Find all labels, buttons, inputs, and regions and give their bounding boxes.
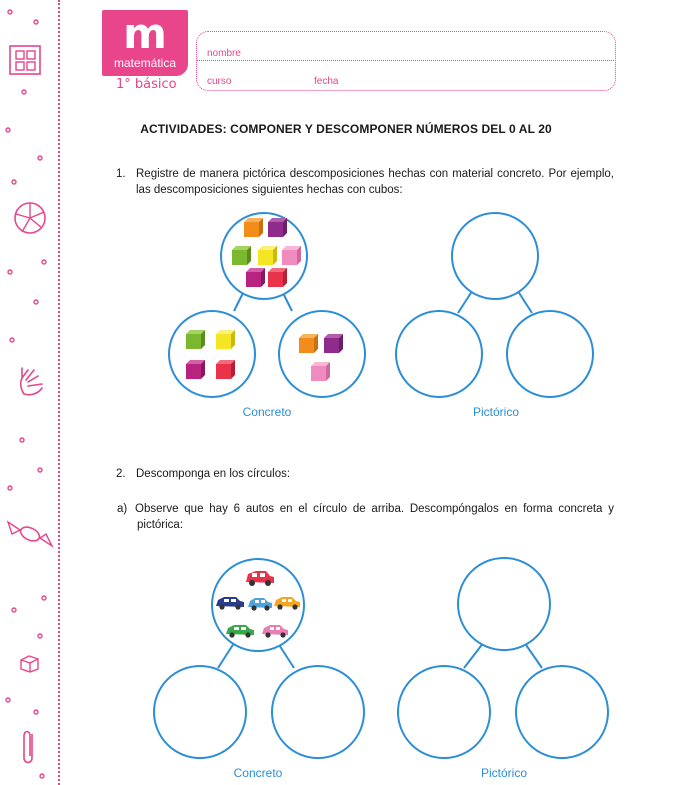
grade-label: 1° básico xyxy=(116,77,177,92)
logo xyxy=(102,10,188,76)
caption-concreto-2: Concreto xyxy=(233,766,283,780)
car-icon xyxy=(246,571,274,586)
car-icon xyxy=(226,625,254,638)
cube xyxy=(186,330,205,349)
student-info-divider xyxy=(196,60,614,61)
nombre-label: nombre xyxy=(207,48,241,59)
cube xyxy=(268,218,287,237)
cube xyxy=(299,334,318,353)
logo-text: matemática xyxy=(113,56,177,70)
question1-text-line2: las descomposiciones siguientes hechas con cubos: xyxy=(136,184,403,196)
part-a-letter: a) xyxy=(117,503,128,515)
part-a-text-line2: pictórica: xyxy=(137,519,184,531)
caption-pictorico-2: Pictórico xyxy=(480,766,527,780)
fecha-label: fecha xyxy=(314,76,339,87)
car-icon xyxy=(248,598,272,611)
question2-text: Descomponga en los círculos: xyxy=(136,468,291,480)
paperclip-icon xyxy=(20,728,38,768)
cubes-pictoric-tree xyxy=(390,205,612,405)
cube xyxy=(244,218,263,237)
pictoric-right-circle[interactable] xyxy=(507,311,593,397)
cubes-group-right xyxy=(296,330,352,386)
curso-label: curso xyxy=(207,76,232,87)
caption-concreto-1: Concreto xyxy=(242,405,292,419)
cube xyxy=(311,362,330,381)
margin-dotted-line xyxy=(58,0,60,785)
question1-number: 1. xyxy=(116,168,126,180)
part-a-text-line1: Observe que hay 6 autos en el círculo de arriba. Descompóngalos en forma concreta y xyxy=(135,503,614,515)
cube xyxy=(186,360,205,379)
pictoric-left-circle[interactable] xyxy=(396,311,482,397)
cars-pictoric-left-circle[interactable] xyxy=(398,666,490,758)
cube xyxy=(268,268,287,287)
logo-letter: m xyxy=(123,9,167,58)
page-title: ACTIVIDADES: COMPONER Y DESCOMPONER NÚMEROS DEL 0 AL 20 xyxy=(140,122,552,136)
caption-pictorico-1: Pictórico xyxy=(472,405,519,419)
car-icon xyxy=(262,625,288,638)
cars-left-circle[interactable] xyxy=(154,666,246,758)
question2-number: 2. xyxy=(116,468,126,480)
question1-text-line1: Registre de manera pictórica descomposiciones hechas con material concreto. Por ejemplo, xyxy=(136,168,614,180)
pie-chart-icon xyxy=(12,196,52,242)
abacus-icon xyxy=(8,44,42,76)
cube xyxy=(232,246,251,265)
cubes-group-left xyxy=(182,326,242,386)
cube xyxy=(282,246,301,265)
student-info-box[interactable] xyxy=(196,31,616,91)
pictoric-top-circle[interactable] xyxy=(452,213,538,299)
cube xyxy=(258,246,277,265)
car-icon xyxy=(216,597,244,610)
cube-icon xyxy=(18,652,42,674)
cars-right-circle[interactable] xyxy=(272,666,364,758)
cars-pictoric-top-circle[interactable] xyxy=(458,558,550,650)
cars-pictoric-tree xyxy=(392,556,614,768)
cube xyxy=(246,268,265,287)
candy-icon xyxy=(4,512,56,556)
cube xyxy=(324,334,343,353)
cube xyxy=(216,360,235,379)
cubes-group-top xyxy=(224,216,308,292)
cube xyxy=(216,330,235,349)
hand-icon xyxy=(14,362,52,400)
cars-pictoric-right-circle[interactable] xyxy=(516,666,608,758)
cars-group xyxy=(212,562,304,642)
car-icon xyxy=(274,597,300,610)
